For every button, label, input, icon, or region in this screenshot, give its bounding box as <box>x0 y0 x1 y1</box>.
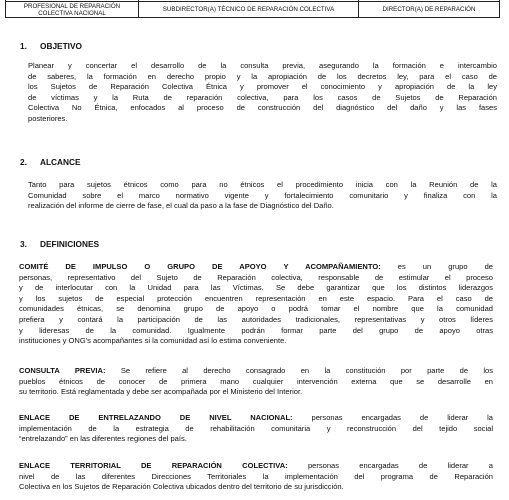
paragraph-line: Colectiva No Étnica, enfocados al proceso de construcción del diagnóstico del daño y las fases <box>28 103 497 113</box>
paragraph-line: su territorio. Está reglamentada y debe ser acompañada por el Ministerio del Interior. <box>19 387 303 397</box>
paragraph-line: de saberes, la formación en derecho propio y la apropiación de los decretos ley, para el caso de <box>28 71 497 81</box>
section-title: DEFINICIONES <box>40 239 100 249</box>
definition-first-line <box>19 413 493 424</box>
paragraph-line: Comunidad sobre el marco normativo vigente y fortalecimiento comunitario y finaliza con la <box>28 190 497 200</box>
paragraph-line: personas, representativo del Sujeto de Reparación colectiva, responsable de estimular el proceso <box>19 272 493 282</box>
paragraph-line: los Sujetos de Reparación Colectiva Étnica y promover el conocimiento y apropiación de la ley <box>28 82 497 92</box>
paragraph-line: comunidades étnicas, se denomina grupo de apoyo o podrá tomar el nombre que la comunidad <box>19 304 493 314</box>
paragraph-line: nivel de las diferentes Direcciones Territoriales la implementación del programa de Reparación <box>19 471 493 481</box>
definition-comite <box>19 262 493 347</box>
definition-text: personas encargadas de liderar la <box>292 413 493 422</box>
definition-consulta-previa <box>19 366 493 398</box>
definition-first-line <box>19 262 493 273</box>
definition-enlace-territorial <box>19 461 493 493</box>
section-title: ALCANCE <box>40 157 81 167</box>
paragraph-line: instituciones y ONG's acompañantes si la comunidad así lo estima conveniente. <box>19 336 287 346</box>
heading-objetivo <box>20 41 82 51</box>
heading-definiciones <box>20 239 99 249</box>
section-number: 2. <box>20 157 27 167</box>
section-number: 1. <box>20 41 27 51</box>
aprobo-role: DIRECTOR(A) DE REPARACIÓN <box>359 2 500 18</box>
definition-first-line <box>19 461 493 472</box>
definition-text: es un grupo de <box>380 262 493 271</box>
section-number: 3. <box>20 239 27 249</box>
elaboro-role: PROFESIONAL DE REPARACIÓN COLECTIVA NACIONAL <box>6 2 139 18</box>
definition-first-line <box>19 366 493 377</box>
paragraph-line: realización del informe de cierre de fase, el cual da paso a la fase de Diagnóstico del Daño. <box>28 201 334 211</box>
paragraph-line: Tanto para sujetos étnicos como para no étnicos el procedimiento inicia con la Reunión de la <box>28 180 497 189</box>
definition-term: ENLACE TERRITORIAL DE REPARACIÓN COLECTIVA: <box>19 461 288 470</box>
objetivo-paragraph <box>28 61 497 125</box>
definition-text: Se refiere al derecho consagrado en la constitución por parte de los <box>105 366 493 375</box>
section-title: OBJETIVO <box>40 41 82 51</box>
alcance-paragraph <box>28 180 497 212</box>
paragraph-line: Colectiva en los Sujetos de Reparación Colectiva ubicados dentro del territorio de su jurisdicción. <box>19 482 344 492</box>
definition-term: ENLACE DE ENTRELAZANDO DE NIVEL NACIONAL: <box>19 413 293 422</box>
paragraph-line: posteriores. <box>28 113 68 123</box>
definition-term: CONSULTA PREVIA: <box>19 366 106 375</box>
paragraph-line: Planear y concertar el desarrollo de la consulta previa, asegurando la formación e intercambio <box>28 61 497 70</box>
approval-value-row <box>6 2 500 18</box>
definition-enlace-nacional <box>19 413 493 445</box>
paragraph-line: de víctimas y la Ruta de reparación colectiva, para los casos de Sujetos de Reparación <box>28 92 497 102</box>
definition-term: COMITÉ DE IMPULSO O GRUPO DE APOYO Y ACOMPAÑAMIENTO: <box>19 262 381 271</box>
paragraph-line: implementación de la estrategia de rehabilitación comunitaria y reconstrucción del tejido social <box>19 423 493 433</box>
approval-table <box>5 0 500 18</box>
definition-text: personas encargadas de liderar a <box>287 461 493 470</box>
paragraph-line: y de interlocutar con la Unidad para las Víctimas. Se debe garantizar que los distintos liderazgos <box>19 283 493 293</box>
paragraph-line: y lideresas de la comunidad. Igualmente podrán formar parte del grupo de apoyo otras <box>19 325 493 335</box>
paragraph-line: pueblos étnicos de conocer de primera mano cualquier intervención externa que se desarrolle en <box>19 376 493 386</box>
heading-alcance <box>20 157 81 167</box>
paragraph-line: “entrelazando” en las diferentes regiones del país. <box>19 434 187 444</box>
paragraph-line: prefiera y contará la participación de las autoridades tradicionales, representativas y otros líderes <box>19 314 493 324</box>
reviso-role: SUBDIRECTOR(A) TÉCNICO DE REPARACIÓN COLECTIVA <box>139 2 359 18</box>
paragraph-line: y los sujetos de especial protección encuentren representación en este espacio. Para el caso de <box>19 293 493 303</box>
